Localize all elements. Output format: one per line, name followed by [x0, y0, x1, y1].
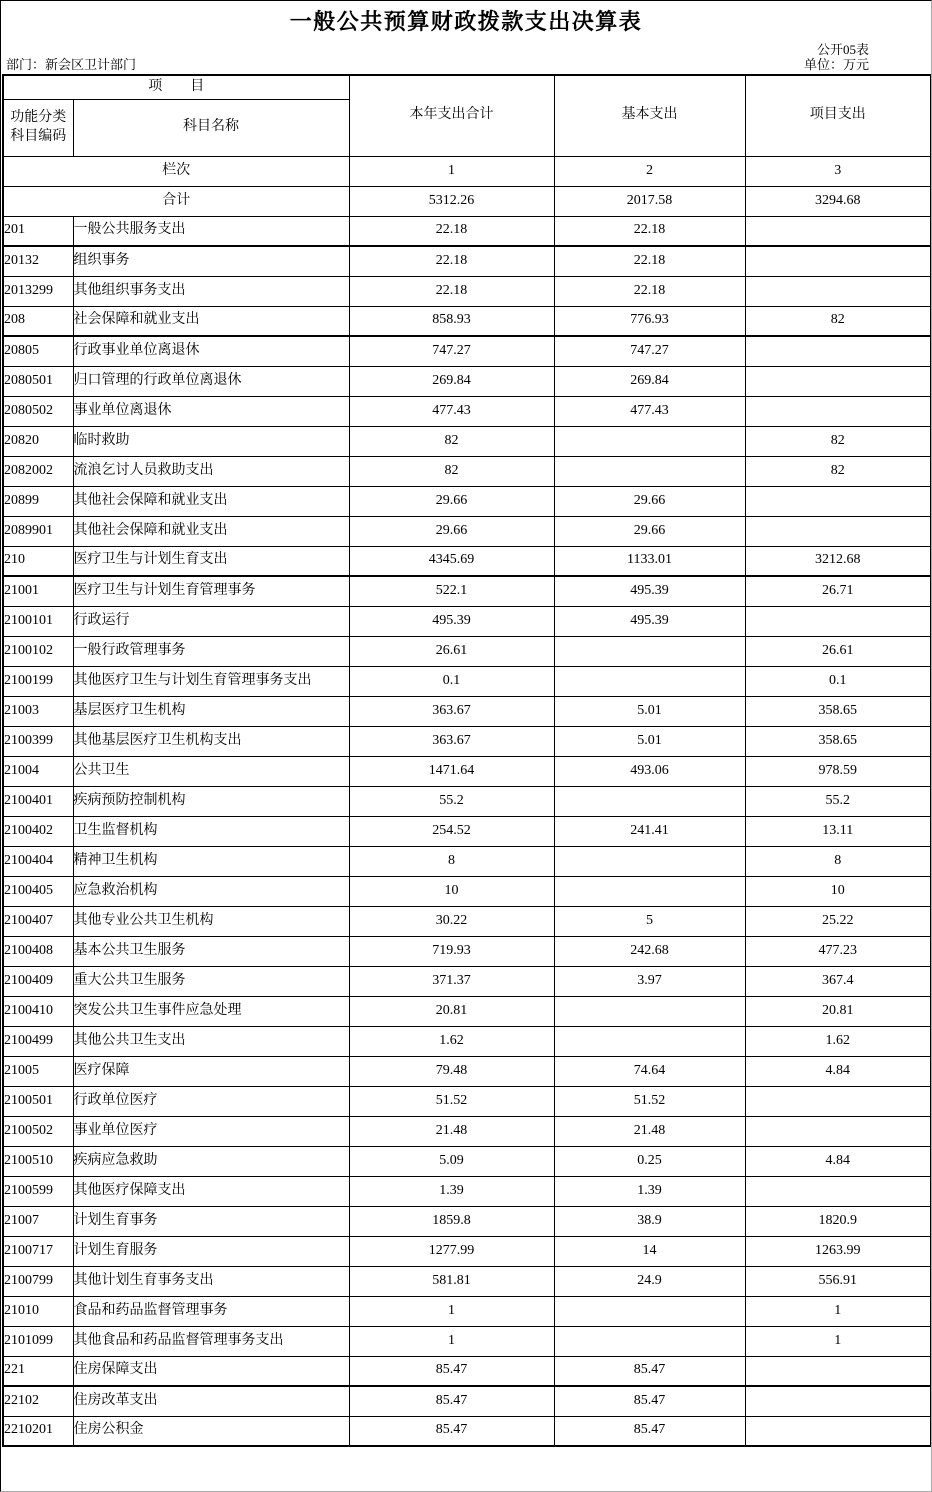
- cell-project: 0.1: [745, 666, 931, 696]
- cell-name: 住房保障支出: [73, 1356, 349, 1386]
- cell-total: 30.22: [349, 906, 554, 936]
- cell-basic: [554, 666, 745, 696]
- cell-project: 4.84: [745, 1056, 931, 1086]
- total-row-total: 5312.26: [349, 186, 554, 216]
- table-row: [3, 336, 931, 366]
- cell-basic: [554, 426, 745, 456]
- cell-project: 556.91: [745, 1266, 931, 1296]
- form-number: 公开05表: [816, 42, 869, 57]
- cell-name: 基层医疗卫生机构: [73, 696, 349, 726]
- cell-name: 其他计划生育事务支出: [73, 1266, 349, 1296]
- cell-basic: 241.41: [554, 816, 745, 846]
- cell-basic: 14: [554, 1236, 745, 1266]
- table-row: [3, 546, 931, 576]
- cell-code: 20899: [3, 486, 73, 516]
- cell-name: 食品和药品监督管理事务: [73, 1296, 349, 1326]
- table-row: [3, 996, 931, 1026]
- cell-total: 363.67: [349, 726, 554, 756]
- cell-total: 82: [349, 426, 554, 456]
- cell-project: 4.84: [745, 1146, 931, 1176]
- cell-project: 82: [745, 306, 931, 336]
- cell-project: 358.65: [745, 726, 931, 756]
- cell-basic: 51.52: [554, 1086, 745, 1116]
- cell-basic: 776.93: [554, 306, 745, 336]
- cell-basic: 74.64: [554, 1056, 745, 1086]
- cell-code: 2100409: [3, 966, 73, 996]
- cell-name: 突发公共卫生事件应急处理: [73, 996, 349, 1026]
- cell-basic: 85.47: [554, 1416, 745, 1446]
- cell-basic: 747.27: [554, 336, 745, 366]
- cell-name: 临时救助: [73, 426, 349, 456]
- cell-code: 2100501: [3, 1086, 73, 1116]
- cell-name: 行政单位医疗: [73, 1086, 349, 1116]
- rank-2: 2: [554, 156, 745, 186]
- cell-basic: 1133.01: [554, 546, 745, 576]
- cell-basic: 0.25: [554, 1146, 745, 1176]
- table-row: [3, 1206, 931, 1236]
- cell-code: 2100402: [3, 816, 73, 846]
- table-row: [3, 216, 931, 246]
- rank-1: 1: [349, 156, 554, 186]
- table-row: [3, 726, 931, 756]
- cell-code: 20820: [3, 426, 73, 456]
- table-row: [3, 246, 931, 276]
- table-row: [3, 876, 931, 906]
- table-row: [3, 846, 931, 876]
- cell-total: 20.81: [349, 996, 554, 1026]
- table-row: [3, 1236, 931, 1266]
- cell-basic: 85.47: [554, 1386, 745, 1416]
- cell-name: 其他医疗保障支出: [73, 1176, 349, 1206]
- cell-total: 1: [349, 1296, 554, 1326]
- cell-project: [745, 1116, 931, 1146]
- cell-project: [745, 516, 931, 546]
- total-row-label: 合计: [3, 186, 349, 216]
- table-row: [3, 816, 931, 846]
- total-row-basic: 2017.58: [554, 186, 745, 216]
- cell-code: 21003: [3, 696, 73, 726]
- cell-code: 2100407: [3, 906, 73, 936]
- cell-basic: [554, 996, 745, 1026]
- cell-name: 归口管理的行政单位离退休: [73, 366, 349, 396]
- cell-code: 2080501: [3, 366, 73, 396]
- cell-name: 医疗保障: [73, 1056, 349, 1086]
- cell-code: 210: [3, 546, 73, 576]
- cell-name: 其他公共卫生支出: [73, 1026, 349, 1056]
- cell-code: 2082002: [3, 456, 73, 486]
- cell-name: 其他基层医疗卫生机构支出: [73, 726, 349, 756]
- cell-name: 组织事务: [73, 246, 349, 276]
- cell-project: [745, 1356, 931, 1386]
- cell-total: 79.48: [349, 1056, 554, 1086]
- cell-code: 2089901: [3, 516, 73, 546]
- cell-basic: [554, 636, 745, 666]
- cell-code: 2100599: [3, 1176, 73, 1206]
- cell-code: 2100717: [3, 1236, 73, 1266]
- table-row: [3, 1086, 931, 1116]
- cell-basic: 269.84: [554, 366, 745, 396]
- cell-total: 26.61: [349, 636, 554, 666]
- cell-basic: 21.48: [554, 1116, 745, 1146]
- cell-total: 85.47: [349, 1356, 554, 1386]
- rank-row: [3, 156, 931, 186]
- cell-project: [745, 1086, 931, 1116]
- rank-label: 栏次: [3, 156, 349, 186]
- cell-project: [745, 1416, 931, 1446]
- cell-project: 3212.68: [745, 546, 931, 576]
- table-row: [3, 906, 931, 936]
- cell-code: 2100102: [3, 636, 73, 666]
- cell-project: 13.11: [745, 816, 931, 846]
- cell-project: [745, 246, 931, 276]
- cell-total: 5.09: [349, 1146, 554, 1176]
- cell-basic: 24.9: [554, 1266, 745, 1296]
- cell-name: 卫生监督机构: [73, 816, 349, 846]
- cell-code: 221: [3, 1356, 73, 1386]
- cell-project: 1820.9: [745, 1206, 931, 1236]
- cell-basic: [554, 876, 745, 906]
- cell-code: 2100399: [3, 726, 73, 756]
- cell-project: 10: [745, 876, 931, 906]
- cell-project: [745, 366, 931, 396]
- col-header-basic: 基本支出: [554, 75, 745, 156]
- cell-code: 2100510: [3, 1146, 73, 1176]
- cell-basic: 495.39: [554, 606, 745, 636]
- cell-basic: 85.47: [554, 1356, 745, 1386]
- cell-code: 2100404: [3, 846, 73, 876]
- table-row: [3, 696, 931, 726]
- cell-basic: 1.39: [554, 1176, 745, 1206]
- header-row-project: [3, 75, 931, 99]
- cell-total: 85.47: [349, 1386, 554, 1416]
- cell-name: 行政运行: [73, 606, 349, 636]
- cell-basic: 5.01: [554, 696, 745, 726]
- cell-code: 2100405: [3, 876, 73, 906]
- cell-code: 21010: [3, 1296, 73, 1326]
- cell-name: 住房改革支出: [73, 1386, 349, 1416]
- cell-project: 8: [745, 846, 931, 876]
- cell-name: 其他食品和药品监督管理事务支出: [73, 1326, 349, 1356]
- table-row: [3, 636, 931, 666]
- col-header-total: 本年支出合计: [349, 75, 554, 156]
- cell-total: 51.52: [349, 1086, 554, 1116]
- cell-total: 477.43: [349, 396, 554, 426]
- table-row: [3, 576, 931, 606]
- page-title: 一般公共预算财政拨款支出决算表: [289, 9, 643, 34]
- cell-total: 22.18: [349, 276, 554, 306]
- unit-label: 单位：万元: [803, 57, 869, 72]
- cell-name: 住房公积金: [73, 1416, 349, 1446]
- cell-project: 1.62: [745, 1026, 931, 1056]
- cell-total: 495.39: [349, 606, 554, 636]
- cell-code: 2101099: [3, 1326, 73, 1356]
- cell-basic: 493.06: [554, 756, 745, 786]
- table-body: [3, 75, 931, 1446]
- cell-total: 858.93: [349, 306, 554, 336]
- table-row: [3, 1056, 931, 1086]
- cell-project: [745, 396, 931, 426]
- cell-total: 522.1: [349, 576, 554, 606]
- table-row: [3, 1386, 931, 1416]
- cell-name: 其他医疗卫生与计划生育管理事务支出: [73, 666, 349, 696]
- table-row: [3, 1116, 931, 1146]
- cell-project: 26.71: [745, 576, 931, 606]
- cell-project: [745, 276, 931, 306]
- cell-total: 1: [349, 1326, 554, 1356]
- cell-name: 公共卫生: [73, 756, 349, 786]
- cell-project: 20.81: [745, 996, 931, 1026]
- cell-total: 82: [349, 456, 554, 486]
- table-row: [3, 666, 931, 696]
- cell-project: 26.61: [745, 636, 931, 666]
- cell-code: 201: [3, 216, 73, 246]
- cell-code: 2100101: [3, 606, 73, 636]
- col-header-name: 科目名称: [73, 99, 349, 156]
- cell-basic: 495.39: [554, 576, 745, 606]
- cell-basic: 242.68: [554, 936, 745, 966]
- cell-name: 计划生育事务: [73, 1206, 349, 1236]
- cell-project: 477.23: [745, 936, 931, 966]
- cell-name: 疾病应急救助: [73, 1146, 349, 1176]
- table-row: [3, 756, 931, 786]
- table-row: [3, 276, 931, 306]
- cell-basic: [554, 1026, 745, 1056]
- cell-name: 重大公共卫生服务: [73, 966, 349, 996]
- cell-total: 363.67: [349, 696, 554, 726]
- cell-project: [745, 1176, 931, 1206]
- cell-name: 一般公共服务支出: [73, 216, 349, 246]
- cell-name: 医疗卫生与计划生育支出: [73, 546, 349, 576]
- table-row: [3, 366, 931, 396]
- cell-total: 29.66: [349, 516, 554, 546]
- cell-name: 疾病预防控制机构: [73, 786, 349, 816]
- cell-basic: 5: [554, 906, 745, 936]
- cell-code: 21005: [3, 1056, 73, 1086]
- cell-code: 2100502: [3, 1116, 73, 1146]
- cell-total: 22.18: [349, 216, 554, 246]
- cell-total: 581.81: [349, 1266, 554, 1296]
- table-row: [3, 426, 931, 456]
- cell-project: 55.2: [745, 786, 931, 816]
- cell-basic: 22.18: [554, 276, 745, 306]
- cell-project: 367.4: [745, 966, 931, 996]
- rank-3: 3: [745, 156, 931, 186]
- cell-total: 4345.69: [349, 546, 554, 576]
- cell-project: [745, 1386, 931, 1416]
- cell-basic: [554, 456, 745, 486]
- table-row: [3, 1146, 931, 1176]
- cell-name: 精神卫生机构: [73, 846, 349, 876]
- cell-name: 基本公共卫生服务: [73, 936, 349, 966]
- cell-total: 1471.64: [349, 756, 554, 786]
- cell-name: 医疗卫生与计划生育管理事务: [73, 576, 349, 606]
- cell-basic: 3.97: [554, 966, 745, 996]
- cell-code: 2100799: [3, 1266, 73, 1296]
- cell-total: 1.39: [349, 1176, 554, 1206]
- table-row: [3, 456, 931, 486]
- cell-total: 29.66: [349, 486, 554, 516]
- cell-project: 25.22: [745, 906, 931, 936]
- cell-total: 1.62: [349, 1026, 554, 1056]
- table-row: [3, 516, 931, 546]
- table-row: [3, 1266, 931, 1296]
- cell-code: 2100401: [3, 786, 73, 816]
- cell-code: 20132: [3, 246, 73, 276]
- cell-name: 应急救治机构: [73, 876, 349, 906]
- cell-name: 其他专业公共卫生机构: [73, 906, 349, 936]
- cell-project: 1263.99: [745, 1236, 931, 1266]
- table-row: [3, 1356, 931, 1386]
- table-row: [3, 306, 931, 336]
- table-row: [3, 606, 931, 636]
- total-row-project: 3294.68: [745, 186, 931, 216]
- cell-total: 10: [349, 876, 554, 906]
- cell-project: [745, 216, 931, 246]
- cell-project: [745, 606, 931, 636]
- cell-total: 85.47: [349, 1416, 554, 1446]
- cell-name: 事业单位医疗: [73, 1116, 349, 1146]
- cell-code: 2080502: [3, 396, 73, 426]
- cell-project: 1: [745, 1296, 931, 1326]
- table-row: [3, 1026, 931, 1056]
- cell-total: 371.37: [349, 966, 554, 996]
- col-header-code: 功能分类科目编码: [3, 99, 73, 156]
- cell-code: 21007: [3, 1206, 73, 1236]
- cell-total: 1859.8: [349, 1206, 554, 1236]
- cell-project: 82: [745, 456, 931, 486]
- total-row: [3, 186, 931, 216]
- cell-code: 21001: [3, 576, 73, 606]
- cell-basic: 5.01: [554, 726, 745, 756]
- cell-total: 254.52: [349, 816, 554, 846]
- cell-total: 747.27: [349, 336, 554, 366]
- cell-project: [745, 486, 931, 516]
- cell-code: 2100410: [3, 996, 73, 1026]
- col-header-project-group: 项 目: [3, 75, 349, 99]
- cell-basic: 22.18: [554, 216, 745, 246]
- cell-total: 55.2: [349, 786, 554, 816]
- cell-total: 22.18: [349, 246, 554, 276]
- cell-basic: [554, 846, 745, 876]
- cell-name: 行政事业单位离退休: [73, 336, 349, 366]
- cell-total: 269.84: [349, 366, 554, 396]
- cell-basic: [554, 1296, 745, 1326]
- budget-table: [2, 74, 932, 1447]
- cell-name: 事业单位离退休: [73, 396, 349, 426]
- table-row: [3, 396, 931, 426]
- cell-name: 其他组织事务支出: [73, 276, 349, 306]
- cell-name: 一般行政管理事务: [73, 636, 349, 666]
- cell-total: 719.93: [349, 936, 554, 966]
- cell-basic: [554, 786, 745, 816]
- table-row: [3, 1416, 931, 1446]
- table-row: [3, 936, 931, 966]
- cell-basic: 38.9: [554, 1206, 745, 1236]
- cell-project: 978.59: [745, 756, 931, 786]
- cell-code: 2100199: [3, 666, 73, 696]
- cell-code: 20805: [3, 336, 73, 366]
- table-row: [3, 1176, 931, 1206]
- cell-name: 流浪乞讨人员救助支出: [73, 456, 349, 486]
- cell-name: 计划生育服务: [73, 1236, 349, 1266]
- col-header-project-exp: 项目支出: [745, 75, 931, 156]
- table-row: [3, 966, 931, 996]
- cell-name: 社会保障和就业支出: [73, 306, 349, 336]
- cell-basic: 477.43: [554, 396, 745, 426]
- cell-code: 2100408: [3, 936, 73, 966]
- cell-code: 22102: [3, 1386, 73, 1416]
- table-row: [3, 486, 931, 516]
- cell-name: 其他社会保障和就业支出: [73, 486, 349, 516]
- cell-project: [745, 336, 931, 366]
- cell-code: 21004: [3, 756, 73, 786]
- table-row: [3, 1296, 931, 1326]
- cell-code: 2210201: [3, 1416, 73, 1446]
- cell-total: 8: [349, 846, 554, 876]
- cell-project: 358.65: [745, 696, 931, 726]
- cell-basic: 29.66: [554, 516, 745, 546]
- cell-code: 2013299: [3, 276, 73, 306]
- cell-project: 82: [745, 426, 931, 456]
- table-row: [3, 1326, 931, 1356]
- cell-basic: 29.66: [554, 486, 745, 516]
- cell-code: 2100499: [3, 1026, 73, 1056]
- cell-total: 21.48: [349, 1116, 554, 1146]
- cell-basic: [554, 1326, 745, 1356]
- meta-line: [1, 57, 931, 74]
- cell-name: 其他社会保障和就业支出: [73, 516, 349, 546]
- cell-total: 1277.99: [349, 1236, 554, 1266]
- cell-project: 1: [745, 1326, 931, 1356]
- table-row: [3, 786, 931, 816]
- cell-code: 208: [3, 306, 73, 336]
- cell-basic: 22.18: [554, 246, 745, 276]
- cell-total: 0.1: [349, 666, 554, 696]
- department-label: 部门：新会区卫计部门: [6, 57, 137, 72]
